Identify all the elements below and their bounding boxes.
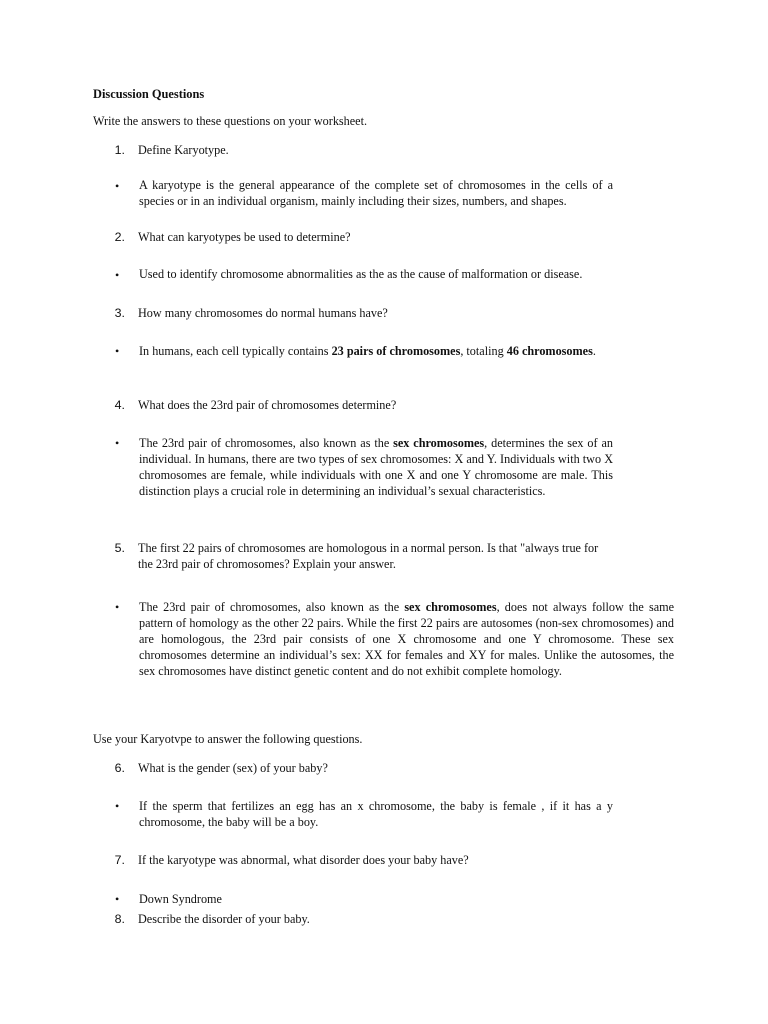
intro-text: Write the answers to these questions on your worksheet. <box>93 114 368 128</box>
answer-text-part: , determines the sex of an individual. In humans, there are two types of sex chromosomes: X and Y. Individuals with two X chromosomes are female, while individuals with one X and one Y chromosome are male. This distinction plays a crucial role in determining an individual’s sexual characteristics. <box>139 436 613 498</box>
question-text: Define Karyotype. <box>138 143 229 157</box>
bullet-icon: • <box>115 268 120 282</box>
bullet-icon: • <box>115 600 120 614</box>
bullet-icon: • <box>115 344 120 358</box>
answer-text: If the sperm that fertilizes an egg has an x chromosome, the baby is female , if it has a y chromosome, the baby will be a boy. <box>139 799 613 829</box>
answer-text-part: The 23rd pair of chromosomes, also known as the <box>139 600 405 614</box>
question-number: 5. <box>114 541 125 555</box>
bullet-icon: • <box>115 799 120 813</box>
section-intro: Use your Karyotvpe to answer the following questions. <box>93 732 363 746</box>
question-number: 4. <box>114 398 125 412</box>
answer-text-bold: 46 chromosomes <box>506 344 593 358</box>
question-text: What is the gender (sex) of your baby? <box>138 761 328 775</box>
bullet-icon: • <box>115 436 120 450</box>
answer-text <box>139 599 674 679</box>
question-number: 6. <box>114 761 125 775</box>
answer-text-part: . <box>592 344 596 358</box>
answer-text-part: , does not always follow the same pattern of homology as the other 22 pairs. While the first 22 pairs are autosomes (non-sex chromosomes) and are homologous, the 23rd pair consists of one X chromosome and one Y chromosome. These sex chromosomes determine an individual’s sex: XX for females and XY for males. Unlike the autosomes, the sex chromosomes have distinct genetic content and do not exhibit complete homology. <box>139 600 674 678</box>
question-text: The first 22 pairs of chromosomes are homologous in a normal person. Is that "always true for the 23rd pair of chromosomes? Explain your answer. <box>138 541 599 571</box>
question-text: If the karyotype was abnormal, what disorder does your baby have? <box>138 853 469 867</box>
answer-text: Used to identify chromosome abnormalities as the as the cause of malformation or disease. <box>139 267 583 281</box>
answer-text-part: In humans, each cell typically contains <box>139 344 332 358</box>
answer-text-part: , totaling <box>460 344 507 358</box>
bullet-icon: • <box>115 179 120 193</box>
question-number: 8. <box>114 912 125 926</box>
answer-text-bold: sex chromosomes <box>393 436 485 450</box>
answer-text: A karyotype is the general appearance of the complete set of chromosomes in the cells of a species or in an individual organism, mainly including their sizes, numbers, and shapes. <box>139 178 613 208</box>
question-text: Describe the disorder of your baby. <box>138 912 310 926</box>
page-heading: Discussion Questions <box>93 87 205 101</box>
question-number: 7. <box>114 853 125 867</box>
answer-text-bold: sex chromosomes <box>404 600 497 614</box>
answer-text <box>139 343 613 359</box>
answer-text <box>139 435 613 499</box>
answer-text: Down Syndrome <box>139 892 222 906</box>
question-text: What can karyotypes be used to determine? <box>138 230 351 244</box>
question-number: 2. <box>114 230 125 244</box>
question-number: 3. <box>114 306 125 320</box>
bullet-icon: • <box>115 892 120 906</box>
answer-text-bold: 23 pairs of chromosomes <box>331 344 461 358</box>
question-number: 1. <box>114 143 125 157</box>
answer-text-part: The 23rd pair of chromosomes, also known as the <box>139 436 394 450</box>
question-text: What does the 23rd pair of chromosomes determine? <box>138 398 397 412</box>
question-text: How many chromosomes do normal humans have? <box>138 306 388 320</box>
